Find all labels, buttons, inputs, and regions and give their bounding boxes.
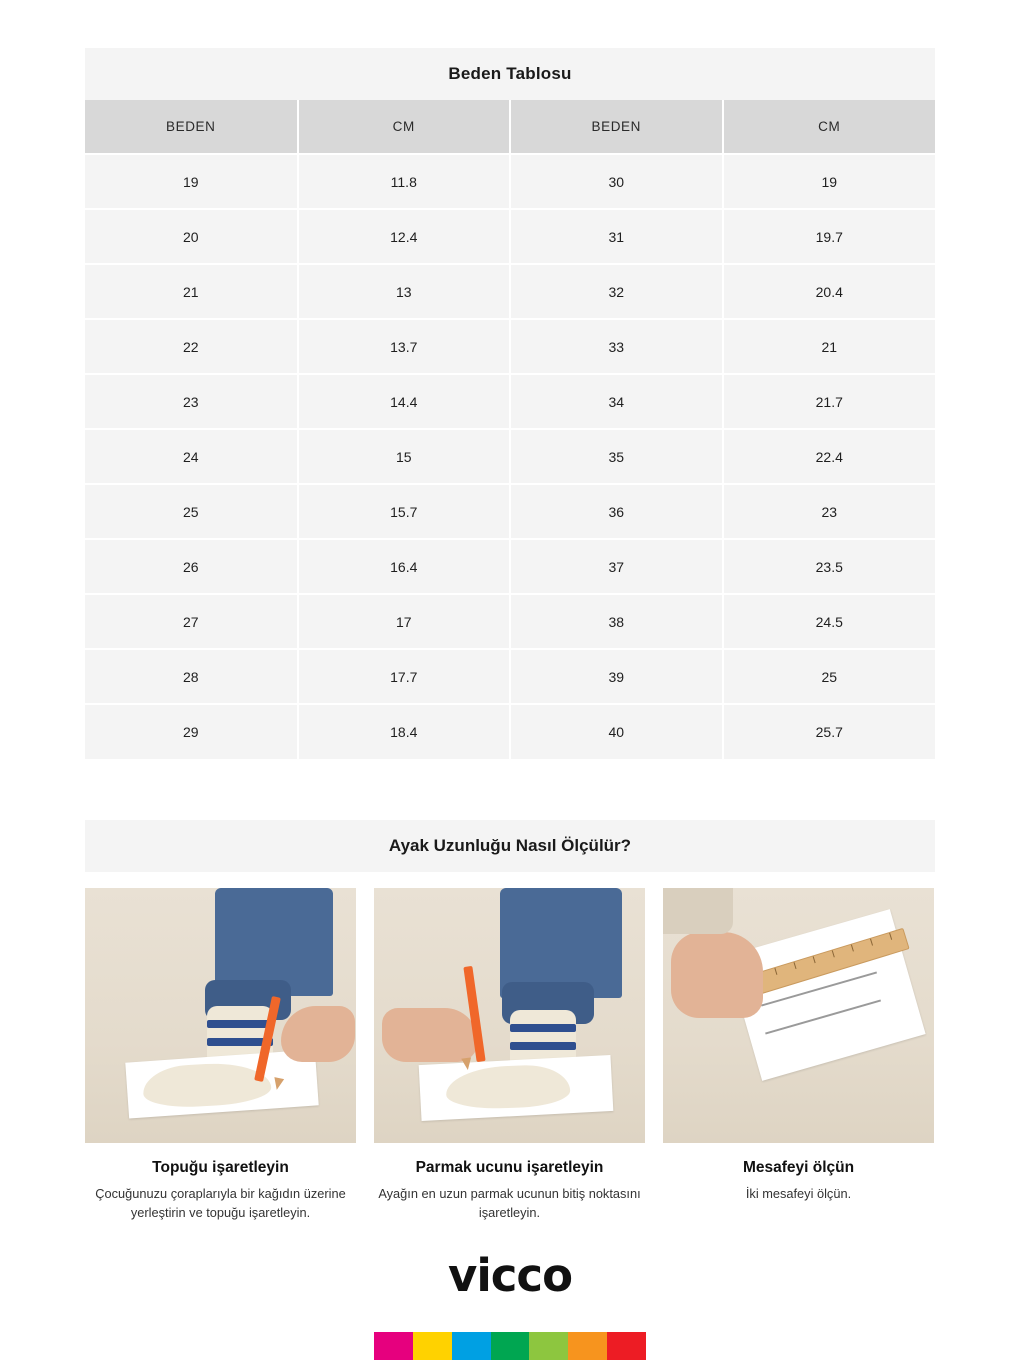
cell-beden-1: 29 xyxy=(85,704,298,759)
brand-logo: vicco xyxy=(447,1249,573,1302)
cell-cm-1: 15 xyxy=(298,429,511,484)
table-row xyxy=(85,539,935,594)
measure-step-3-desc: İki mesafeyi ölçün. xyxy=(745,1186,852,1201)
table-row xyxy=(85,704,935,759)
cell-cm-2: 20.4 xyxy=(723,264,936,319)
cell-beden-1: 19 xyxy=(85,154,298,209)
cell-beden-2: 30 xyxy=(510,154,723,209)
color-swatch-2 xyxy=(413,1332,452,1360)
cell-beden-1: 22 xyxy=(85,319,298,374)
table-row xyxy=(85,264,935,319)
cell-beden-1: 25 xyxy=(85,484,298,539)
table-row xyxy=(85,154,935,209)
table-row xyxy=(85,374,935,429)
cell-beden-1: 20 xyxy=(85,209,298,264)
cell-cm-2: 22.4 xyxy=(723,429,936,484)
size-table-title: Beden Tablosu xyxy=(85,48,935,100)
cell-beden-1: 23 xyxy=(85,374,298,429)
size-table-card xyxy=(85,48,935,759)
cell-beden-2: 40 xyxy=(510,704,723,759)
color-swatch-5 xyxy=(529,1332,568,1360)
foot-on-paper-toe-mark-photo xyxy=(374,888,645,1143)
color-swatch-4 xyxy=(491,1332,530,1360)
cell-cm-2: 25 xyxy=(723,649,936,704)
measure-step-1 xyxy=(85,888,356,1222)
cell-cm-2: 25.7 xyxy=(723,704,936,759)
cell-beden-1: 27 xyxy=(85,594,298,649)
cell-cm-1: 13.7 xyxy=(298,319,511,374)
table-row xyxy=(85,429,935,484)
measure-step-3 xyxy=(663,888,934,1222)
brand-color-bar xyxy=(374,1332,646,1360)
foot-on-paper-heel-mark-photo xyxy=(85,888,356,1143)
cell-cm-1: 11.8 xyxy=(298,154,511,209)
cell-beden-2: 32 xyxy=(510,264,723,319)
measure-steps xyxy=(85,888,935,1222)
cell-beden-2: 34 xyxy=(510,374,723,429)
cell-cm-2: 23.5 xyxy=(723,539,936,594)
table-header-row xyxy=(85,100,935,154)
table-row xyxy=(85,649,935,704)
measure-step-2 xyxy=(374,888,645,1222)
table-row xyxy=(85,484,935,539)
cell-cm-1: 12.4 xyxy=(298,209,511,264)
table-row xyxy=(85,594,935,649)
cell-beden-1: 28 xyxy=(85,649,298,704)
measure-step-2-desc: Ayağın en uzun parmak ucunun bitiş noktasını işaretleyin. xyxy=(378,1186,641,1220)
cell-cm-2: 21 xyxy=(723,319,936,374)
cell-cm-2: 19.7 xyxy=(723,209,936,264)
column-header-cm-2: CM xyxy=(723,100,936,154)
column-header-beden-1: BEDEN xyxy=(85,100,298,154)
cell-cm-2: 19 xyxy=(723,154,936,209)
cell-beden-2: 33 xyxy=(510,319,723,374)
ruler-measuring-paper-photo xyxy=(663,888,934,1143)
color-swatch-3 xyxy=(452,1332,491,1360)
cell-beden-2: 35 xyxy=(510,429,723,484)
measure-step-1-heading: Topuğu işaretleyin xyxy=(152,1159,289,1176)
cell-beden-1: 26 xyxy=(85,539,298,594)
cell-beden-2: 36 xyxy=(510,484,723,539)
cell-cm-1: 17.7 xyxy=(298,649,511,704)
color-swatch-6 xyxy=(568,1332,607,1360)
table-row xyxy=(85,209,935,264)
column-header-cm-1: CM xyxy=(298,100,511,154)
color-swatch-7 xyxy=(607,1332,646,1360)
size-table xyxy=(85,100,935,759)
cell-cm-1: 18.4 xyxy=(298,704,511,759)
cell-cm-1: 15.7 xyxy=(298,484,511,539)
color-swatch-1 xyxy=(374,1332,413,1360)
measure-step-3-heading: Mesafeyi ölçün xyxy=(742,1159,855,1176)
column-header-beden-2: BEDEN xyxy=(510,100,723,154)
measure-guide-card xyxy=(85,820,935,1222)
cell-beden-2: 31 xyxy=(510,209,723,264)
cell-beden-2: 38 xyxy=(510,594,723,649)
cell-cm-2: 21.7 xyxy=(723,374,936,429)
cell-beden-1: 21 xyxy=(85,264,298,319)
cell-beden-1: 24 xyxy=(85,429,298,484)
cell-cm-1: 14.4 xyxy=(298,374,511,429)
table-row xyxy=(85,319,935,374)
cell-cm-1: 13 xyxy=(298,264,511,319)
measure-step-1-desc: Çocuğunuzu çoraplarıyla bir kağıdın üzerine yerleştirin ve topuğu işaretleyin. xyxy=(95,1186,346,1220)
cell-beden-2: 37 xyxy=(510,539,723,594)
measure-step-2-heading: Parmak ucunu işaretleyin xyxy=(415,1159,604,1176)
measure-guide-title: Ayak Uzunluğu Nasıl Ölçülür? xyxy=(85,820,935,872)
cell-beden-2: 39 xyxy=(510,649,723,704)
cell-cm-2: 23 xyxy=(723,484,936,539)
cell-cm-1: 16.4 xyxy=(298,539,511,594)
cell-cm-2: 24.5 xyxy=(723,594,936,649)
cell-cm-1: 17 xyxy=(298,594,511,649)
